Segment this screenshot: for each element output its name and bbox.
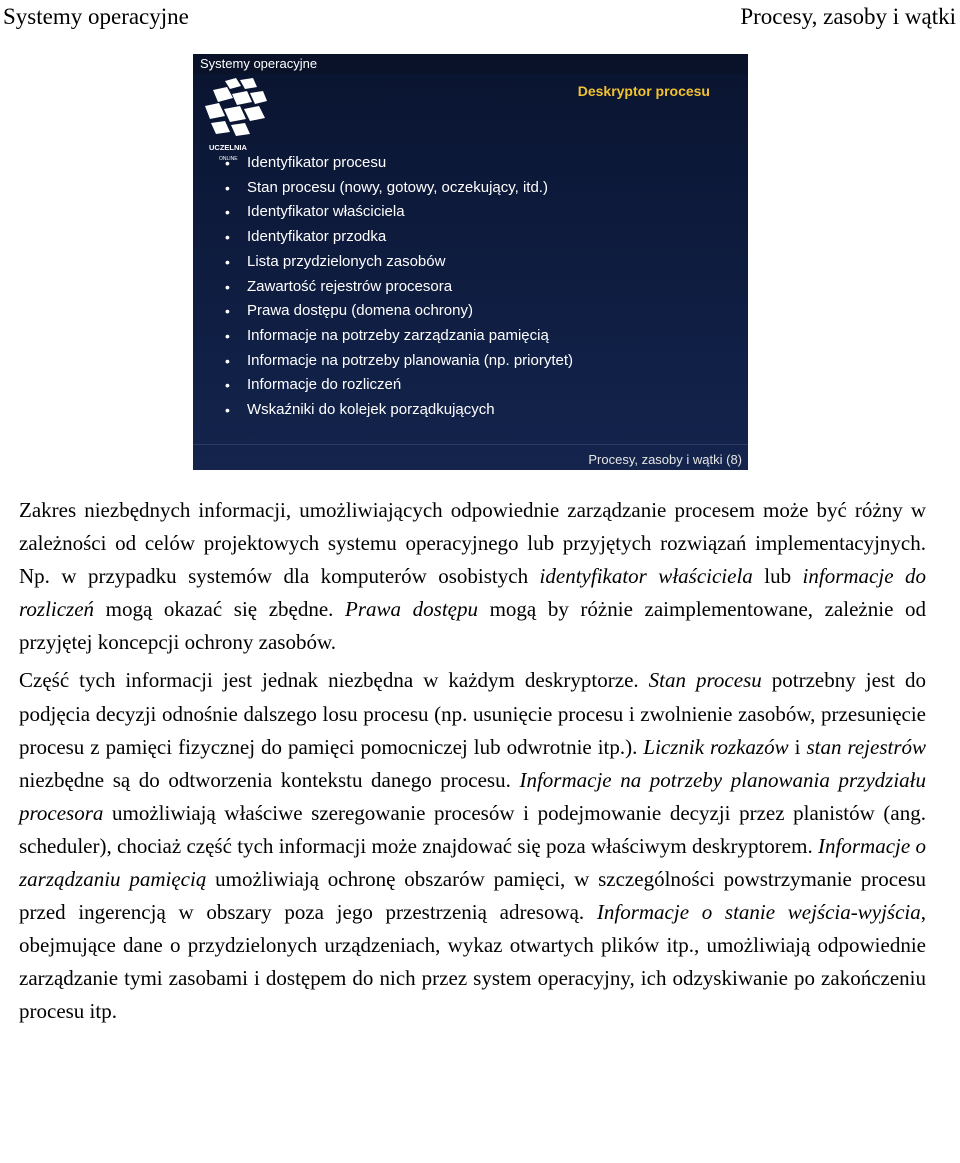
header-right-title: Procesy, zasoby i wątki bbox=[740, 4, 956, 29]
slide-top-label: Systemy operacyjne bbox=[200, 56, 318, 71]
list-item: • Stan procesu (nowy, gotowy, oczekujący, itd.) bbox=[223, 176, 573, 201]
header-left-title: Systemy operacyjne bbox=[3, 4, 189, 29]
text-run: , obejmujące dane o przydzielonych urządzeniach, wykaz otwartych plików itp., umożliwiają odpowiednie zarządzanie tymi zasobami i dostępem do nich przez system operacyjny, ich odzyskiwanie po zakończeniu procesu itp. bbox=[19, 900, 927, 1024]
descriptor-bullet-list bbox=[223, 151, 573, 423]
list-item: • Wskaźniki do kolejek porządkujących bbox=[223, 398, 573, 423]
page-header bbox=[0, 0, 960, 34]
text-run: umożliwiają właściwe szeregowanie procesów i podejmowanie decyzji przez planistów (ang. scheduler), chociaż część tych informacji może znajdować się poza właściwym deskryptorem. bbox=[19, 800, 926, 858]
list-item: • Informacje na potrzeby zarządzania pamięcią bbox=[223, 324, 573, 349]
list-item: • Informacje na potrzeby planowania (np. priorytet) bbox=[223, 349, 573, 374]
emphasis: Licznik rozkazów bbox=[643, 734, 789, 759]
emphasis: Informacje o zarządzaniu pamięcią bbox=[19, 833, 926, 892]
text-run: mogą by różnie zaimplementowane, zależnie od przyjętej koncepcji ochrony zasobów. bbox=[19, 597, 926, 655]
svg-text:ONLINE: ONLINE bbox=[219, 156, 238, 162]
list-item: • Informacje do rozliczeń bbox=[223, 373, 573, 398]
paragraph-1 bbox=[19, 494, 926, 659]
text-run: potrzebny jest do podjęcia decyzji odnośnie dalszego losu procesu (np. usunięcie procesu i zwolnienie zasobów, przesunięcie procesu z pamięci fizycznej do pamięci pomocniczej lub odwrotnie itp.). bbox=[19, 668, 926, 759]
slide-image bbox=[193, 54, 748, 470]
text-run: i bbox=[788, 734, 807, 759]
body-text bbox=[19, 494, 926, 1029]
list-item: • Lista przydzielonych zasobów bbox=[223, 250, 573, 275]
emphasis: Informacje na potrzeby planowania przydziału procesora bbox=[19, 767, 926, 825]
text-run: umożliwiają ochronę obszarów pamięci, w szczególności powstrzymanie procesu przed ingerencją w obszary poza jego przestrzenią adresową. bbox=[19, 867, 927, 925]
emphasis: Prawa dostępu bbox=[345, 597, 478, 622]
list-item: • Zawartość rejestrów procesora bbox=[223, 275, 573, 300]
logo-text: UCZELNIA bbox=[209, 143, 247, 152]
text-run: mogą okazać się zbędne. bbox=[94, 597, 346, 622]
slide-footer-divider bbox=[193, 444, 748, 445]
emphasis: informacje do rozliczeń bbox=[19, 564, 926, 622]
list-item: • Identyfikator procesu bbox=[223, 151, 573, 176]
text-run: niezbędne są do odtworzenia kontekstu danego procesu. bbox=[19, 767, 520, 792]
emphasis: Stan procesu bbox=[648, 668, 762, 693]
list-item: • Identyfikator przodka bbox=[223, 225, 573, 250]
emphasis: stan rejestrów bbox=[806, 734, 927, 759]
emphasis: Informacje o stanie wejścia-wyjścia bbox=[596, 900, 921, 925]
text-run: Zakres niezbędnych informacji, umożliwiających odpowiednie zarządzanie procesem może być różny w zależności od celów projektowych systemu operacyjnego lub przyjętych rozwiązań implementacyjnych. Np. w przypadku systemów dla komputerów osobistych bbox=[19, 498, 926, 589]
list-item: • Identyfikator właściciela bbox=[223, 200, 573, 225]
text-run: Część tych informacji jest jednak niezbędna w każdym deskryptorze. bbox=[19, 668, 649, 693]
slide-footer: Procesy, zasoby i wątki (8) bbox=[588, 452, 742, 467]
text-run: lub bbox=[752, 564, 803, 589]
emphasis: identyfikator właściciela bbox=[539, 564, 753, 589]
slide-title: Deskryptor procesu bbox=[577, 83, 710, 99]
list-item: • Prawa dostępu (domena ochrony) bbox=[223, 299, 573, 324]
paragraph-2 bbox=[19, 664, 926, 1028]
